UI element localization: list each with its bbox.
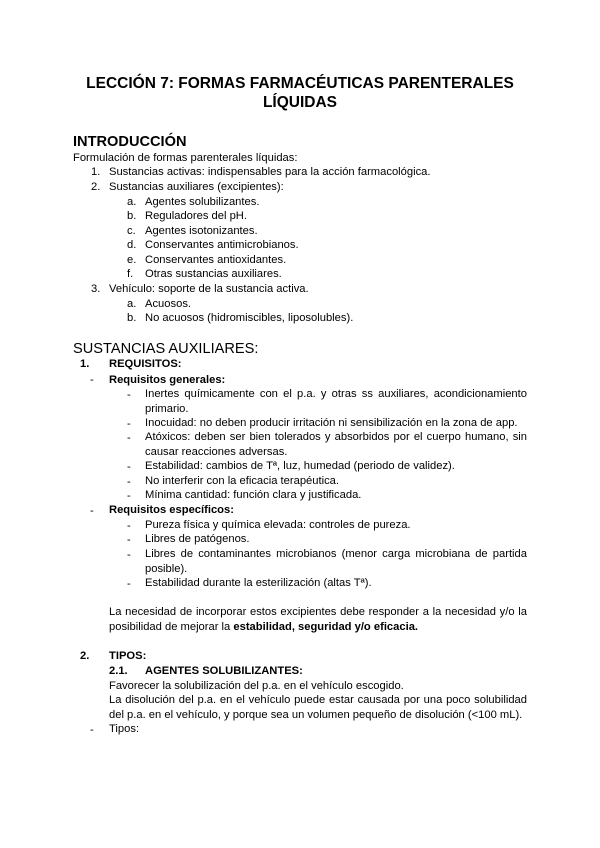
list-item: Atóxicos: deben ser bien tolerados y absorbidos por el cuerpo humano, sin causar reacciones adversas. <box>145 431 527 458</box>
requisitos-generales-heading: Requisitos generales: <box>109 374 226 386</box>
dash-bullet: - <box>127 418 131 430</box>
list-item: Inocuidad: no deben producir irritación ni sensibilización en la zona de app. <box>145 417 518 429</box>
list-item: Acuosos. <box>145 298 192 310</box>
dash-bullet: - <box>90 505 94 517</box>
list-number: 3. <box>91 283 101 295</box>
list-number: 2. <box>91 181 101 193</box>
dash-bullet: - <box>127 461 131 473</box>
lesson-title-line-1: LECCIÓN 7: FORMAS FARMACÉUTICAS PARENTERALES <box>86 75 514 92</box>
section-number: 1. <box>80 358 90 370</box>
list-item: Conservantes antioxidantes. <box>145 254 287 266</box>
list-item: Estabilidad durante la esterilización (altas Tª). <box>145 577 372 589</box>
list-item: Reguladores del pH. <box>145 210 247 222</box>
list-letter: d. <box>127 239 137 251</box>
paragraph: Favorecer la solubilización del p.a. en el vehículo escogido. <box>109 680 404 692</box>
intro-lead: Formulación de formas parenterales líquidas: <box>73 152 298 164</box>
dash-bullet: - <box>90 724 94 736</box>
list-letter: c. <box>127 225 136 237</box>
list-item: No interferir con la eficacia terapéutica. <box>145 475 340 487</box>
subsection-heading-requisitos: REQUISITOS: <box>109 358 182 370</box>
dash-bullet: - <box>127 534 131 546</box>
requisitos-especificos-heading: Requisitos específicos: <box>109 504 234 516</box>
list-item: Sustancias activas: indispensables para la acción farmacológica. <box>109 166 431 178</box>
list-item: Vehículo: soporte de la sustancia activa. <box>109 283 309 295</box>
subsection-heading-tipos: TIPOS: <box>109 650 147 662</box>
list-letter: b. <box>127 312 137 324</box>
subsection-heading-agentes-solubilizantes: AGENTES SOLUBILIZANTES: <box>145 665 303 677</box>
paragraph: La disolución del p.a. en el vehículo puede estar causada por una poco solubilidad del p.a. en el vehículo, y porque sea un volumen pequeño de disolución (<100 mL). <box>109 694 527 721</box>
dash-bullet: - <box>90 374 94 386</box>
subsection-number: 2.1. <box>109 665 128 677</box>
dash-bullet: - <box>127 520 131 532</box>
list-item: Conservantes antimicrobianos. <box>145 239 299 251</box>
section-number: 2. <box>80 650 90 662</box>
note-emphasis: estabilidad, seguridad y/o eficacia. <box>233 620 419 633</box>
dash-bullet: - <box>127 476 131 488</box>
lesson-title-line-2: LÍQUIDAS <box>262 94 338 111</box>
list-item: No acuosos (hidromiscibles, liposolubles). <box>145 312 354 324</box>
list-letter: f. <box>127 268 134 280</box>
dash-bullet: - <box>127 578 131 590</box>
excipientes-note <box>109 605 527 634</box>
list-letter: a. <box>127 196 137 208</box>
list-item: Libres de contaminantes microbianos (menor carga microbiana de partida posible). <box>145 548 527 575</box>
note-text: La necesidad de incorporar estos excipientes debe responder a la necesidad y/o la posibilidad de mejorar la <box>109 606 527 633</box>
list-item: Tipos: <box>109 723 140 735</box>
list-number: 1. <box>91 166 101 178</box>
list-item: Otras sustancias auxiliares. <box>145 268 282 280</box>
list-item: Mínima cantidad: función clara y justificada. <box>145 489 362 501</box>
section-heading-introduccion: INTRODUCCIÓN <box>73 134 187 150</box>
list-letter: b. <box>127 210 137 222</box>
list-item: Inertes químicamente con el p.a. y otras ss auxiliares, acondicionamiento primario. <box>145 388 527 415</box>
section-heading-sustancias-auxiliares: SUSTANCIAS AUXILIARES: <box>73 341 259 357</box>
list-letter: a. <box>127 298 137 310</box>
list-item: Agentes isotonizantes. <box>145 225 258 237</box>
dash-bullet: - <box>127 490 131 502</box>
list-item: Libres de patógenos. <box>145 533 250 545</box>
dash-bullet: - <box>127 389 131 401</box>
list-item: Pureza física y química elevada: controles de pureza. <box>145 519 411 531</box>
list-letter: e. <box>127 254 137 266</box>
list-item: Estabilidad: cambios de Tª, luz, humedad (periodo de validez). <box>145 460 455 472</box>
list-item: Agentes solubilizantes. <box>145 196 260 208</box>
dash-bullet: - <box>127 432 131 444</box>
dash-bullet: - <box>127 549 131 561</box>
list-item: Sustancias auxiliares (excipientes): <box>109 181 284 193</box>
